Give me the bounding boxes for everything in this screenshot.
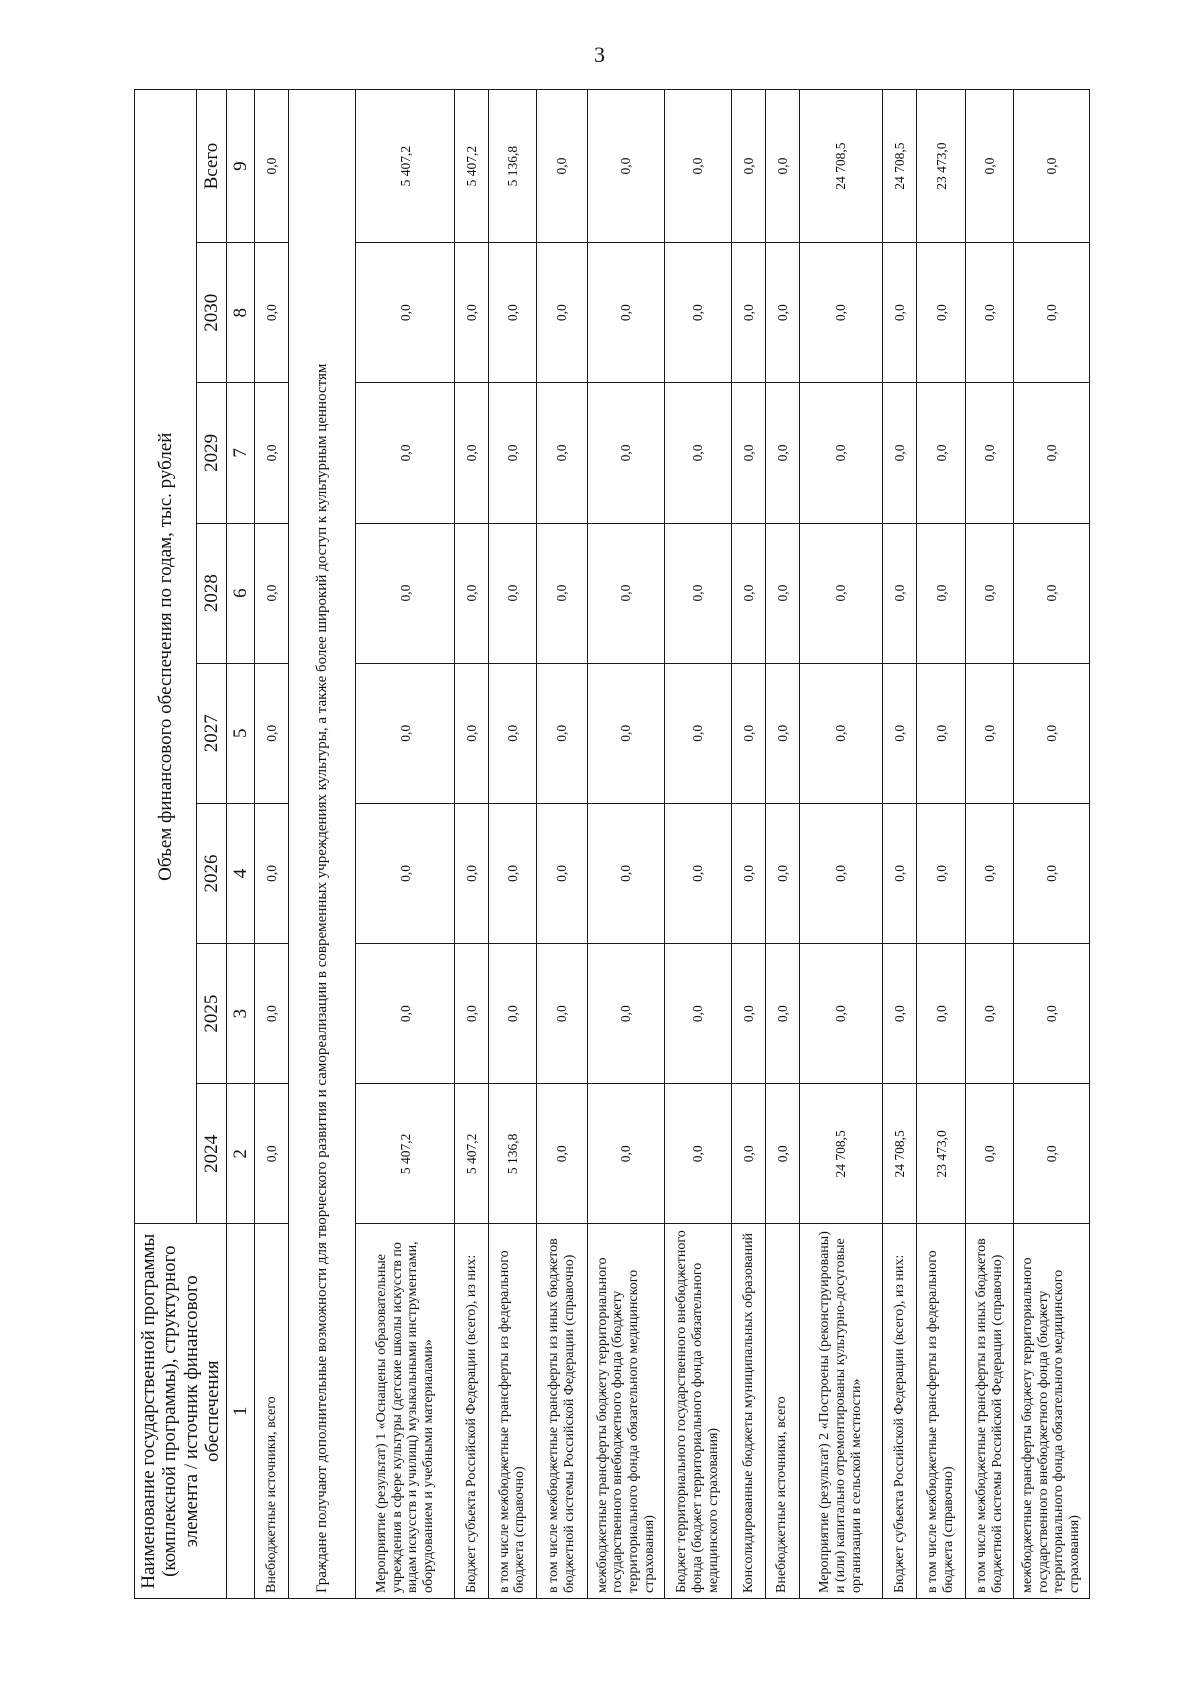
year-header-3: 2027 [197, 663, 227, 803]
table-row [255, 90, 289, 1599]
value-cell: 0,0 [588, 944, 664, 1084]
value-cell: 0,0 [765, 803, 799, 943]
value-cell: 0,0 [664, 803, 732, 943]
row-label: Мероприятие (результат) 2 «Построены (реконструированы) и (или) капитально отремонтированы культурно-досуговые организации в сельской местности» [799, 1224, 882, 1599]
value-cell: 0,0 [799, 383, 882, 523]
header-volume-cell: Объем финансового обеспечения по годам, тыс. рублей [135, 90, 197, 1224]
value-cell: 0,0 [588, 383, 664, 523]
value-cell: 5 407,2 [455, 90, 489, 243]
value-cell: 0,0 [489, 663, 536, 803]
value-cell: 0,0 [1013, 663, 1089, 803]
value-cell: 0,0 [536, 944, 588, 1084]
value-cell: 0,0 [916, 944, 966, 1084]
value-cell: 0,0 [966, 523, 1013, 663]
value-cell: 0,0 [489, 803, 536, 943]
value-cell: 0,0 [356, 944, 455, 1084]
value-cell: 5 136,8 [489, 1084, 536, 1224]
value-cell: 0,0 [664, 944, 732, 1084]
value-cell: 0,0 [799, 803, 882, 943]
value-cell: 0,0 [732, 90, 766, 243]
row-label: межбюджетные трансферты бюджету территориального государственного внебюджетного фонда (бюджету территориального фонда обязательного медицинского страхования) [1013, 1224, 1089, 1599]
value-cell: 0,0 [765, 663, 799, 803]
value-cell: 0,0 [966, 383, 1013, 523]
value-cell: 0,0 [732, 383, 766, 523]
value-cell: 5 407,2 [455, 1084, 489, 1224]
value-cell: 0,0 [588, 243, 664, 383]
value-cell: 0,0 [255, 383, 289, 523]
value-cell: 0,0 [799, 663, 882, 803]
value-cell: 0,0 [536, 1084, 588, 1224]
value-cell: 0,0 [732, 663, 766, 803]
row-label: Бюджет субъекта Российской Федерации (всего), из них: [455, 1224, 489, 1599]
goal-row [288, 90, 356, 1599]
value-cell: 0,0 [489, 944, 536, 1084]
value-cell: 0,0 [664, 90, 732, 243]
value-cell: 0,0 [966, 243, 1013, 383]
value-cell: 0,0 [588, 90, 664, 243]
value-cell: 0,0 [883, 243, 917, 383]
value-cell: 0,0 [765, 243, 799, 383]
row-label: Консолидированные бюджеты муниципальных образований [732, 1224, 766, 1599]
year-header-4: 2028 [197, 523, 227, 663]
value-cell: 5 407,2 [356, 1084, 455, 1224]
value-cell: 0,0 [883, 944, 917, 1084]
value-cell: 24 708,5 [883, 1084, 917, 1224]
value-cell: 24 708,5 [799, 90, 882, 243]
table-row [732, 90, 766, 1599]
column-number-2: 3 [227, 944, 255, 1084]
table-row [916, 90, 966, 1599]
value-cell: 23 473,0 [916, 90, 966, 243]
table-row [455, 90, 489, 1599]
row-label: в том числе межбюджетные трансферты из иных бюджетов бюджетной системы Российской Федерации (справочно) [536, 1224, 588, 1599]
row-label: Бюджет субъекта Российской Федерации (всего), из них: [883, 1224, 917, 1599]
value-cell: 0,0 [455, 243, 489, 383]
value-cell: 0,0 [883, 383, 917, 523]
value-cell: 0,0 [799, 944, 882, 1084]
value-cell: 0,0 [455, 523, 489, 663]
value-cell: 0,0 [765, 383, 799, 523]
year-header-1: 2025 [197, 944, 227, 1084]
row-label: Бюджет территориального государственного внебюджетного фонда (бюджет территориального фонда обязательного медицинского страхования) [664, 1224, 732, 1599]
year-header-5: 2029 [197, 383, 227, 523]
value-cell: 0,0 [588, 523, 664, 663]
value-cell: 0,0 [455, 803, 489, 943]
value-cell: 0,0 [883, 663, 917, 803]
value-cell: 0,0 [536, 803, 588, 943]
column-number-8: 9 [227, 90, 255, 243]
column-number-4: 5 [227, 663, 255, 803]
value-cell: 24 708,5 [799, 1084, 882, 1224]
table-row [966, 90, 1013, 1599]
value-cell: 0,0 [489, 383, 536, 523]
value-cell: 0,0 [255, 803, 289, 943]
value-cell: 0,0 [664, 383, 732, 523]
value-cell: 0,0 [255, 90, 289, 243]
table-row [883, 90, 917, 1599]
table-row [489, 90, 536, 1599]
value-cell: 0,0 [455, 663, 489, 803]
table-row [664, 90, 732, 1599]
value-cell: 0,0 [916, 383, 966, 523]
column-number-6: 7 [227, 383, 255, 523]
value-cell: 0,0 [1013, 1084, 1089, 1224]
value-cell: 0,0 [966, 1084, 1013, 1224]
value-cell: 0,0 [1013, 90, 1089, 243]
row-label: в том числе межбюджетные трансферты из федерального бюджета (справочно) [489, 1224, 536, 1599]
value-cell: 0,0 [732, 944, 766, 1084]
value-cell: 0,0 [966, 663, 1013, 803]
column-number-1: 2 [227, 1084, 255, 1224]
value-cell: 0,0 [916, 663, 966, 803]
value-cell: 0,0 [455, 944, 489, 1084]
row-label: в том числе межбюджетные трансферты из иных бюджетов бюджетной системы Российской Федерации (справочно) [966, 1224, 1013, 1599]
table-body [255, 90, 1090, 1599]
header-name-cell: Наименование государственной программы (комплексной программы), структурного элемента / источник финансового обеспечения [135, 1224, 227, 1599]
value-cell: 0,0 [966, 803, 1013, 943]
value-cell: 0,0 [255, 523, 289, 663]
value-cell: 0,0 [664, 523, 732, 663]
value-cell: 0,0 [255, 663, 289, 803]
value-cell: 0,0 [588, 663, 664, 803]
value-cell: 0,0 [588, 1084, 664, 1224]
row-label: межбюджетные трансферты бюджету территориального государственного внебюджетного фонда (бюджету территориального фонда обязательного медицинского страхования) [588, 1224, 664, 1599]
value-cell: 0,0 [455, 383, 489, 523]
value-cell: 0,0 [765, 523, 799, 663]
column-number-0: 1 [227, 1224, 255, 1599]
year-header-2: 2026 [197, 803, 227, 943]
column-number-5: 6 [227, 523, 255, 663]
table-row [356, 90, 455, 1599]
value-cell: 0,0 [732, 803, 766, 943]
value-cell: 5 407,2 [356, 90, 455, 243]
column-number-3: 4 [227, 803, 255, 943]
value-cell: 0,0 [356, 663, 455, 803]
value-cell: 0,0 [1013, 243, 1089, 383]
value-cell: 0,0 [765, 90, 799, 243]
year-header-7: Всего [197, 90, 227, 243]
value-cell: 0,0 [1013, 383, 1089, 523]
year-header-0: 2024 [197, 1084, 227, 1224]
value-cell: 0,0 [489, 243, 536, 383]
value-cell: 0,0 [255, 1084, 289, 1224]
column-number-7: 8 [227, 243, 255, 383]
financing-table [134, 89, 1090, 1599]
value-cell: 0,0 [799, 243, 882, 383]
value-cell: 0,0 [536, 243, 588, 383]
value-cell: 0,0 [356, 523, 455, 663]
value-cell: 0,0 [1013, 803, 1089, 943]
table-row [536, 90, 588, 1599]
value-cell: 0,0 [732, 1084, 766, 1224]
value-cell: 0,0 [1013, 944, 1089, 1084]
value-cell: 0,0 [255, 944, 289, 1084]
value-cell: 0,0 [883, 523, 917, 663]
row-label: Внебюджетные источники, всего [765, 1224, 799, 1599]
table-row [799, 90, 882, 1599]
value-cell: 0,0 [356, 243, 455, 383]
table-row [765, 90, 799, 1599]
value-cell: 0,0 [536, 663, 588, 803]
value-cell: 0,0 [664, 243, 732, 383]
value-cell: 0,0 [536, 523, 588, 663]
row-label: в том числе межбюджетные трансферты из федерального бюджета (справочно) [916, 1224, 966, 1599]
value-cell: 0,0 [1013, 523, 1089, 663]
value-cell: 0,0 [732, 243, 766, 383]
rotated-table-frame [134, 89, 1090, 1599]
value-cell: 0,0 [883, 803, 917, 943]
value-cell: 0,0 [356, 383, 455, 523]
table-row [1013, 90, 1089, 1599]
value-cell: 0,0 [536, 90, 588, 243]
value-cell: 24 708,5 [883, 90, 917, 243]
value-cell: 0,0 [588, 803, 664, 943]
table-row [588, 90, 664, 1599]
value-cell: 0,0 [765, 944, 799, 1084]
value-cell: 0,0 [664, 1084, 732, 1224]
value-cell: 0,0 [255, 243, 289, 383]
value-cell: 0,0 [765, 1084, 799, 1224]
value-cell: 0,0 [799, 523, 882, 663]
value-cell: 0,0 [489, 523, 536, 663]
value-cell: 0,0 [966, 944, 1013, 1084]
value-cell: 0,0 [732, 523, 766, 663]
row-label: Мероприятие (результат) 1 «Оснащены образовательные учреждения в сфере культуры (детские школы искусств по видам искусств и училищ) музыкальными инструментами, оборудованием и учебными материалами» [356, 1224, 455, 1599]
value-cell: 0,0 [916, 523, 966, 663]
column-number-row [227, 90, 255, 1599]
value-cell: 5 136,8 [489, 90, 536, 243]
value-cell: 0,0 [356, 803, 455, 943]
year-header-6: 2030 [197, 243, 227, 383]
value-cell: 0,0 [664, 663, 732, 803]
page-number: 3 [594, 42, 605, 67]
value-cell: 0,0 [536, 383, 588, 523]
value-cell: 23 473,0 [916, 1084, 966, 1224]
value-cell: 0,0 [916, 803, 966, 943]
value-cell: 0,0 [966, 90, 1013, 243]
row-label: Внебюджетные источники, всего [255, 1224, 289, 1599]
goal-text: Граждане получают дополнительные возможности для творческого развития и самореализации в современных учреждениях культуры, а также более широкий доступ к культурным ценностям [288, 90, 356, 1599]
value-cell: 0,0 [916, 243, 966, 383]
